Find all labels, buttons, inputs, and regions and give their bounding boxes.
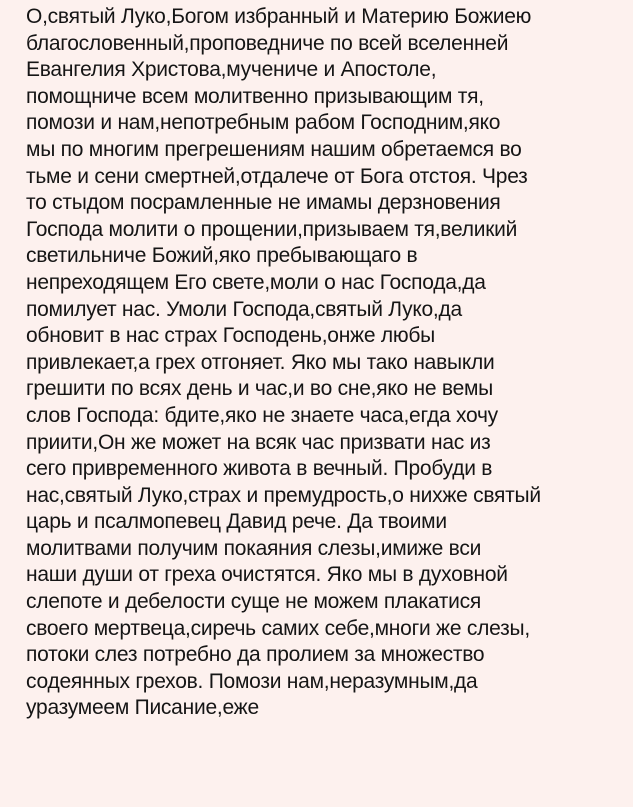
- text-line: помощниче всем молитвенно призывающим тя,: [26, 84, 484, 108]
- text-line: наши души от греха очистятся. Яко мы в духовной: [26, 563, 508, 587]
- text-line: привлекает,а грех отгоняет. Яко мы тако навыкли: [26, 350, 495, 374]
- text-line: потоки слез потребно да пролием за множество: [26, 643, 485, 667]
- text-line: молитвами получим покаяния слезы,имиже вси: [26, 536, 482, 560]
- text-line: слепоте и дебелости суще не можем плакатися: [26, 590, 481, 614]
- text-line: царь и псалмопевец Давид рече. Да твоими: [26, 510, 447, 534]
- text-line: Господа молити о прощении,призываем тя,великий: [26, 217, 518, 241]
- text-line: благословенный,проповедниче по всей вселенней: [26, 31, 509, 55]
- text-line: О,святый Луко,Богом избранный и Материю Божиею: [26, 5, 532, 28]
- text-line: то стыдом посрамленные не имамы дерзновения: [26, 191, 501, 215]
- text-line: слов Господа: бдите,яко не знаете часа,егда хочу: [26, 403, 498, 427]
- text-line: мы по многим прегрешениям нашим обретаемся во: [26, 137, 522, 161]
- text-line: сего привременного живота в вечный. Пробуди в: [26, 457, 493, 481]
- text-line: помилует нас. Умоли Господа,святый Луко,да: [26, 297, 462, 321]
- text-line: помози и нам,непотребным рабом Господним,яко: [26, 111, 501, 135]
- text-line: своего мертвеца,сиречь самих себе,многи же слезы,: [26, 616, 530, 640]
- prayer-text: [26, 4, 627, 722]
- text-line: обновит в нас страх Господень,онже любы: [26, 324, 435, 348]
- text-line: грешити по всях день и час,и во сне,яко не вемы: [26, 377, 494, 401]
- text-line: светильниче Божий,яко пребывающаго в: [26, 244, 418, 268]
- text-line: непреходящем Его свете,моли о нас Господа,да: [26, 270, 486, 294]
- text-line: нас,святый Луко,страх и премудрость,о нихже святый: [26, 483, 541, 507]
- text-line: тьме и сени смертней,отдалече от Бога отстоя. Чрез: [26, 164, 528, 188]
- text-line: Евангелия Христова,мучениче и Апостоле,: [26, 58, 437, 82]
- text-line: содеянных грехов. Помози нам,неразумным,да: [26, 669, 478, 693]
- text-line: приити,Он же может на всяк час призвати нас из: [26, 430, 491, 454]
- text-line: уразумеем Писание,еже: [26, 696, 259, 720]
